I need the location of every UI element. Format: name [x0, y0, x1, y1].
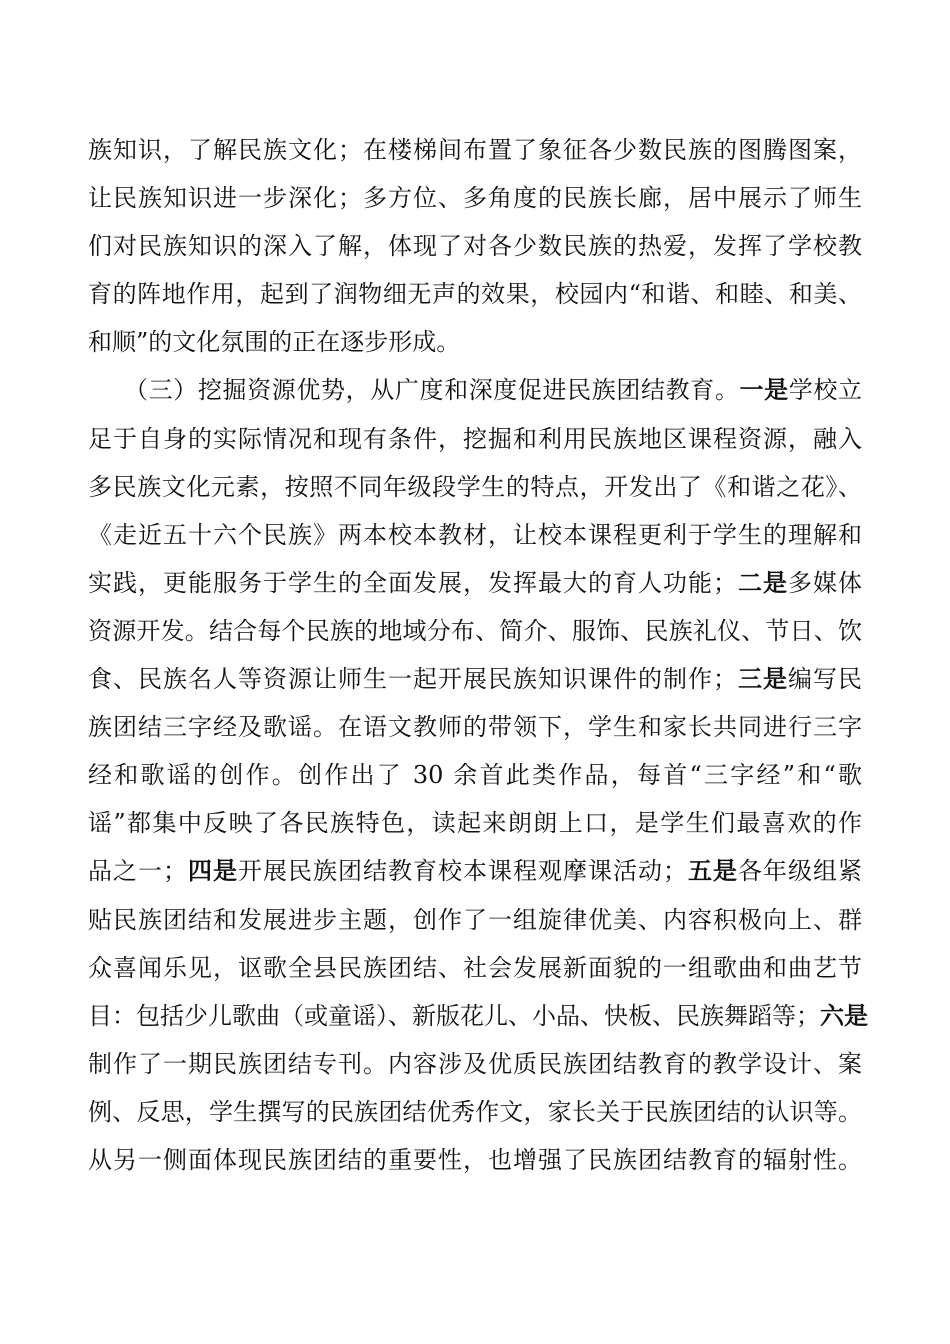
text-line: 多民族文化元素，按照不同年级段学生的特点，开发出了《和谐之花》、 — [88, 472, 862, 501]
text-run: 目：包括少儿歌曲（或童谣）、新版花儿、小品、快板、民族舞蹈等； — [88, 1001, 820, 1030]
document-page — [88, 126, 868, 1184]
text-run: 学校立 — [788, 376, 863, 405]
bold-marker-3: 三是 — [737, 664, 788, 694]
text-run: 多媒体 — [788, 568, 862, 597]
text-line: 让民族知识进一步深化；多方位、多角度的民族长廊，居中展示了师生 — [88, 184, 862, 213]
bold-marker-5: 五是 — [687, 856, 738, 886]
text-line: 例、反思，学生撰写的民族团结优秀作文，家长关于民族团结的认识等。 — [88, 1097, 862, 1126]
bold-marker-6: 六是 — [820, 1000, 868, 1030]
text-line: 经和歌谣的创作。创作出了 30 余首此类作品，每首“三字经”和“歌 — [88, 761, 862, 790]
text-line: 族知识，了解民族文化；在楼梯间布置了象征各少数民族的图腾图案， — [88, 136, 862, 164]
text-run: 食、民族名人等资源让师生一起开展民族知识课件的制作； — [88, 665, 737, 694]
text-line: 谣”都集中反映了各民族特色，读起来朗朗上口，是学生们最喜欢的作 — [88, 809, 862, 838]
text-line: 资源开发。结合每个民族的地域分布、简介、服饰、民族礼仪、节日、饮 — [88, 616, 862, 645]
text-run: 各年级组紧 — [738, 857, 862, 886]
text-run: 品之一； — [88, 857, 187, 886]
text-line — [88, 847, 862, 895]
bold-marker-4: 四是 — [187, 856, 238, 886]
text-line — [88, 992, 868, 1040]
bold-marker-1: 一是 — [739, 375, 789, 405]
text-line: 足于自身的实际情况和现有条件，挖掘和利用民族地区课程资源，融入 — [88, 424, 862, 453]
text-run: 实践，更能服务于学生的全面发展，发挥最大的育人功能； — [88, 568, 737, 597]
text-line: 育的阵地作用，起到了润物细无声的效果，校园内“和谐、和睦、和美、 — [88, 280, 862, 309]
text-line: 们对民族知识的深入了解，体现了对各少数民族的热爱，发挥了学校教 — [88, 232, 862, 261]
text-line — [88, 366, 862, 414]
paragraph-resource-advantages — [88, 366, 868, 1184]
text-line: 从另一侧面体现民族团结的重要性，也增强了民族团结教育的辐射性。 — [88, 1145, 862, 1174]
text-line: 和顺”的文化氛围的正在逐步形成。 — [88, 328, 461, 357]
text-line: 制作了一期民族团结专刊。内容涉及优质民族团结教育的教学设计、案 — [88, 1049, 862, 1078]
text-run: 编写民 — [788, 665, 862, 694]
text-line: 众喜闻乐见，讴歌全县民族团结、社会发展新面貌的一组歌曲和曲艺节 — [88, 953, 862, 982]
text-line: 族团结三字经及歌谣。在语文教师的带领下，学生和家长共同进行三字 — [88, 713, 862, 742]
text-line — [88, 655, 862, 703]
text-line: 贴民族团结和发展进步主题，创作了一组旋律优美、内容积极向上、群 — [88, 905, 862, 934]
bold-marker-2: 二是 — [737, 567, 788, 597]
text-line — [88, 559, 862, 607]
text-line: 《走近五十六个民族》两本校本教材，让校本课程更利于学生的理解和 — [88, 520, 862, 549]
section-heading: （三）挖掘资源优势，从广度和深度促进民族团结教育。 — [124, 376, 740, 405]
paragraph-campus-culture — [88, 126, 862, 366]
text-run: 开展民族团结教育校本课程观摩课活动； — [238, 857, 687, 886]
